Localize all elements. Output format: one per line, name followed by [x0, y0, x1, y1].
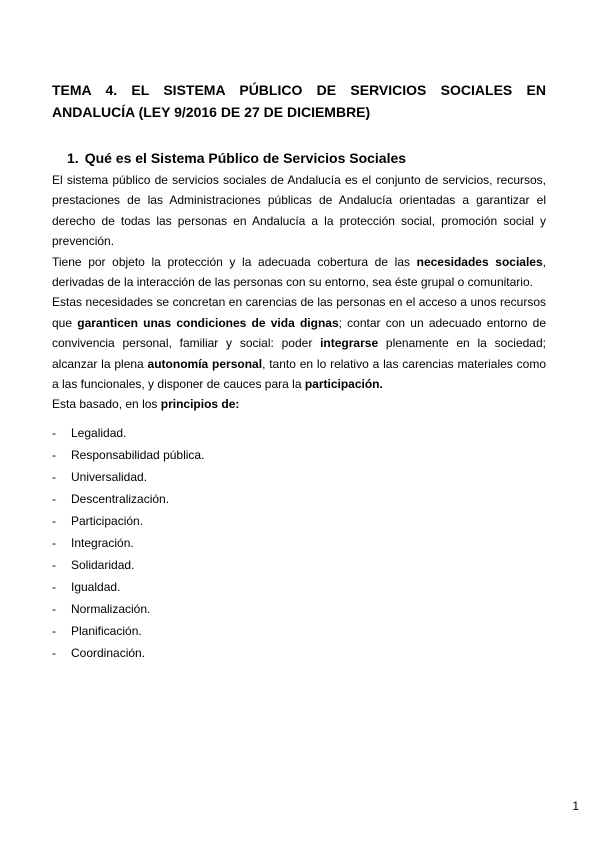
list-item-text: Descentralización. — [71, 492, 170, 506]
text-run: Esta basado, en los — [52, 397, 161, 412]
bold-run: participación. — [304, 377, 383, 392]
list-item-text: Coordinación. — [71, 646, 146, 660]
list-item-text: Legalidad. — [71, 426, 127, 440]
text-run: Estas necesidades se concretan en carencias de las personas en el acceso a unos recursos que — [52, 295, 546, 330]
section-heading — [67, 148, 406, 168]
text-run: , derivadas de la interacción de las personas con su entorno, sea éste grupal o comunitario. — [52, 254, 546, 290]
bold-run: necesidades sociales — [416, 254, 543, 269]
text-run: ; contar con un adecuado entorno de convivencia personal, familiar y social: poder — [52, 315, 546, 351]
bullet-dash: - — [52, 514, 56, 528]
text-run: plenamente en la sociedad; alcanzar la plena — [52, 336, 546, 371]
list-item-text: Universalidad. — [71, 470, 148, 484]
list-item-text: Igualdad. — [71, 580, 121, 594]
list-item-text: Participación. — [71, 514, 144, 528]
list-item — [52, 532, 204, 554]
section-number: 1. — [67, 150, 79, 166]
bullet-dash: - — [52, 602, 56, 616]
list-item — [52, 554, 204, 576]
list-item — [52, 598, 204, 620]
text-run: Tiene por objeto la protección y la adecuada cobertura de las — [52, 254, 417, 269]
list-item — [52, 642, 204, 664]
document-title: TEMA 4. EL SISTEMA PÚBLICO DE SERVICIOS SOCIALES EN ANDALUCÍA (LEY 9/2016 DE 27 DE DICIEMBRE) — [52, 82, 546, 120]
list-item — [52, 466, 204, 488]
bullet-dash: - — [52, 536, 56, 550]
list-item-text: Solidaridad. — [71, 558, 135, 572]
bullet-dash: - — [52, 470, 56, 484]
paragraph-definition: El sistema público de servicios sociales de Andalucía es el conjunto de servicios, recursos, prestaciones de las Administraciones públicas de Andalucía orientadas a garantizar el derecho de todas las personas en Andalucía a la protección social, promoción social y prevención. — [52, 173, 546, 249]
list-item-text: Normalización. — [71, 602, 151, 616]
page-number: 1 — [572, 799, 579, 813]
list-item-text: Planificación. — [71, 624, 142, 638]
paragraph-needs — [52, 292, 546, 394]
list-item — [52, 576, 204, 598]
bullet-dash: - — [52, 426, 56, 440]
bullet-dash: - — [52, 580, 56, 594]
list-item-text: Integración. — [71, 536, 134, 550]
bullet-dash: - — [52, 448, 56, 462]
bold-run: autonomía personal — [147, 356, 263, 371]
list-item — [52, 620, 204, 642]
list-item — [52, 422, 204, 444]
bullet-dash: - — [52, 558, 56, 572]
section-title: Qué es el Sistema Público de Servicios Sociales — [84, 150, 407, 166]
list-item — [52, 488, 204, 510]
principles-list — [52, 422, 204, 664]
bold-run: garanticen unas condiciones de vida dignas — [77, 315, 339, 330]
bold-run: integrarse — [320, 336, 379, 351]
list-item — [52, 444, 204, 466]
bullet-dash: - — [52, 646, 56, 660]
list-item — [52, 510, 204, 532]
paragraph-principles-intro — [52, 394, 546, 414]
text-run: , tanto en lo relativo a las carencias materiales como a las funcionales, y disponer de cauces para la — [52, 356, 546, 392]
paragraph-objective — [52, 252, 546, 293]
list-item-text: Responsabilidad pública. — [71, 448, 205, 462]
bold-run: principios de: — [160, 397, 240, 412]
bullet-dash: - — [52, 492, 56, 506]
body-text — [52, 170, 546, 415]
bullet-dash: - — [52, 624, 56, 638]
